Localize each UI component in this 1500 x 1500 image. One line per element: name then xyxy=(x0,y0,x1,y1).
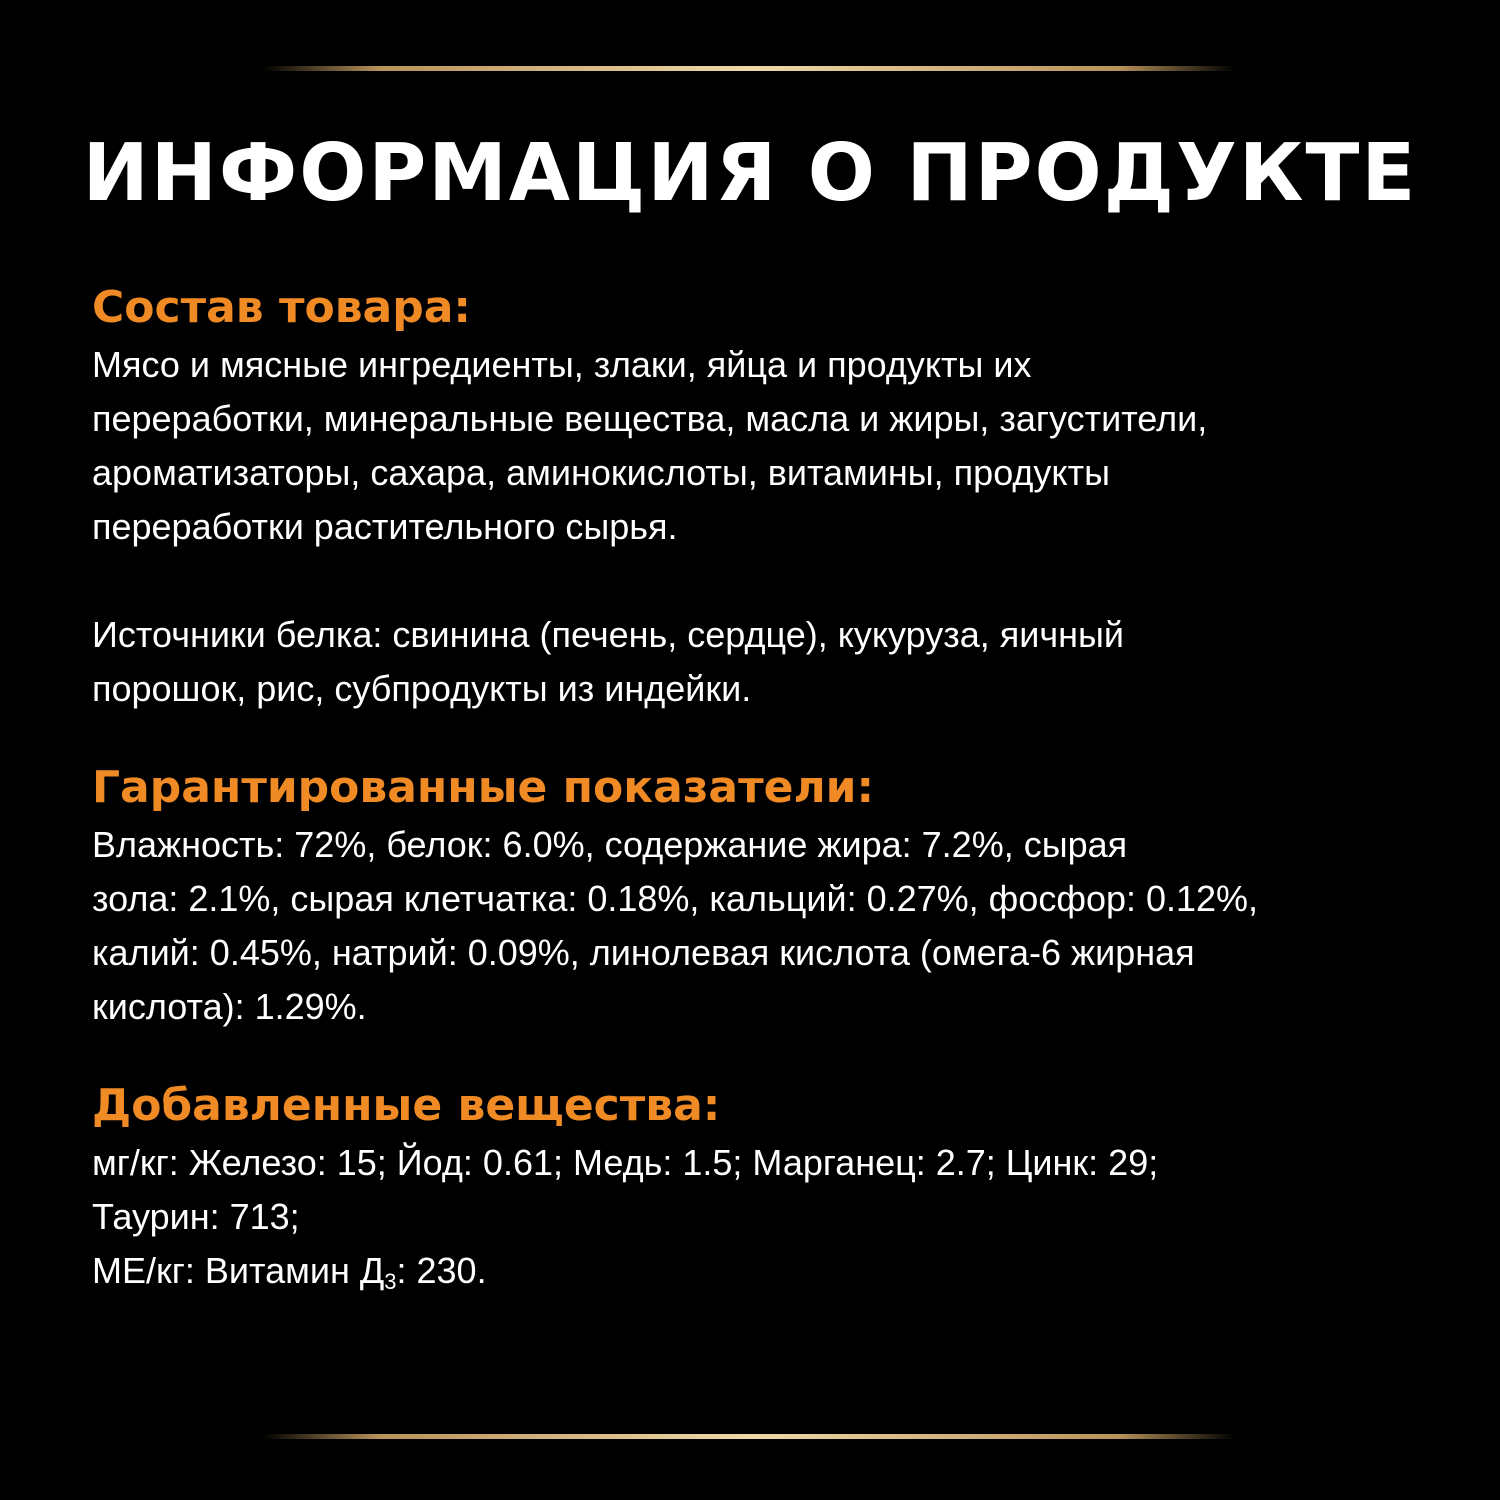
composition-line: переработки растительного сырья. xyxy=(92,506,678,547)
composition-line: Мясо и мясные ингредиенты, злаки, яйца и продукты их xyxy=(92,344,1032,385)
guaranteed-line: калий: 0.45%, натрий: 0.09%, линолевая кислота (омега-6 жирная xyxy=(92,932,1195,973)
bottom-gold-divider xyxy=(263,1434,1235,1439)
protein-sources-line: порошок, рис, субпродукты из индейки. xyxy=(92,668,752,709)
additives-line: мг/кг: Железо: 15; Йод: 0.61; Медь: 1.5; Марганец: 2.7; Цинк: 29; xyxy=(92,1142,1159,1183)
spacer xyxy=(92,1034,1422,1076)
additives-line: Таурин: 713; xyxy=(92,1196,300,1237)
composition-line: переработки, минеральные вещества, масла и жиры, загустители, xyxy=(92,398,1208,439)
guaranteed-heading: Гарантированные показатели: xyxy=(92,762,875,813)
vitamin-subscript: 3 xyxy=(384,1269,397,1294)
composition-heading: Состав товара: xyxy=(92,282,472,333)
vitamin-prefix: МЕ/кг: Витамин Д xyxy=(92,1250,385,1291)
product-info-content xyxy=(92,278,1422,1298)
guaranteed-line: кислота): 1.29%. xyxy=(92,986,367,1027)
additives-heading: Добавленные вещества: xyxy=(92,1080,721,1131)
composition-line: ароматизаторы, сахара, аминокислоты, витамины, продукты xyxy=(92,452,1110,493)
protein-sources-line: Источники белка: свинина (печень, сердце), кукуруза, яичный xyxy=(92,614,1124,655)
guaranteed-line: зола: 2.1%, сырая клетчатка: 0.18%, кальций: 0.27%, фосфор: 0.12%, xyxy=(92,878,1259,919)
spacer xyxy=(92,716,1422,758)
page-title: ИНФОРМАЦИЯ О ПРОДУКТЕ xyxy=(82,127,1418,219)
top-gold-divider xyxy=(263,66,1235,71)
vitamin-line xyxy=(92,1244,1422,1298)
guaranteed-line: Влажность: 72%, белок: 6.0%, содержание жира: 7.2%, сырая xyxy=(92,824,1128,865)
vitamin-suffix: : 230. xyxy=(396,1250,487,1291)
spacer xyxy=(92,554,1422,608)
